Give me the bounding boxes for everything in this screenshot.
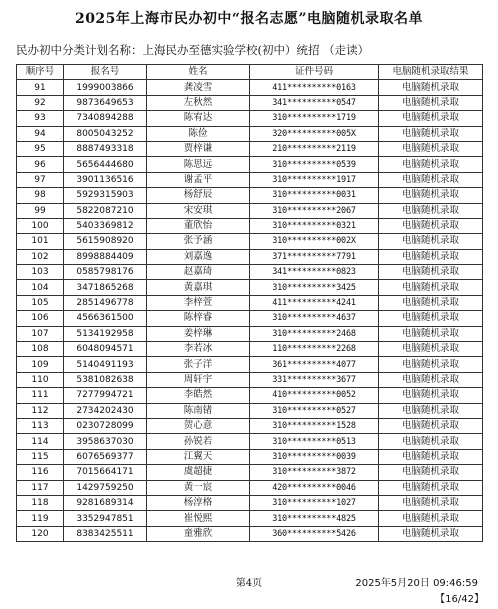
row-name: 宋安琪 (147, 203, 250, 218)
row-seq: 113 (17, 418, 64, 433)
row-result: 电脑随机录取 (379, 188, 483, 203)
row-result: 电脑随机录取 (379, 126, 483, 141)
row-id-no: 361**********4077 (250, 357, 379, 372)
row-reg-no: 5403369812 (64, 218, 147, 233)
row-reg-no: 1999003866 (64, 80, 147, 95)
table-row (17, 511, 483, 526)
table-row (17, 526, 483, 541)
row-name: 崔悦熙 (147, 511, 250, 526)
row-result: 电脑随机录取 (379, 418, 483, 433)
row-id-no: 310**********2468 (250, 326, 379, 341)
table-row (17, 141, 483, 156)
row-name: 龚凌雪 (147, 80, 250, 95)
row-seq: 91 (17, 80, 64, 95)
row-result: 电脑随机录取 (379, 311, 483, 326)
row-seq: 94 (17, 126, 64, 141)
row-reg-no: 7340894288 (64, 111, 147, 126)
table-row (17, 480, 483, 495)
row-result: 电脑随机录取 (379, 218, 483, 233)
row-seq: 108 (17, 342, 64, 357)
row-result: 电脑随机录取 (379, 526, 483, 541)
row-name: 陈梓睿 (147, 311, 250, 326)
row-reg-no: 5134192958 (64, 326, 147, 341)
row-seq: 114 (17, 434, 64, 449)
row-name: 李若冰 (147, 342, 250, 357)
document-title: 2025年上海市民办初中“报名志愿”电脑随机录取名单 (74, 11, 424, 27)
table-row (17, 126, 483, 141)
table-row (17, 203, 483, 218)
row-id-no: 310**********0513 (250, 434, 379, 449)
row-reg-no: 2851496778 (64, 295, 147, 310)
row-seq: 98 (17, 188, 64, 203)
row-seq: 102 (17, 249, 64, 264)
table-row (17, 388, 483, 403)
row-seq: 101 (17, 234, 64, 249)
table-header-row (17, 65, 483, 80)
row-seq: 103 (17, 265, 64, 280)
row-name: 张子洋 (147, 357, 250, 372)
row-name: 贾梓谦 (147, 141, 250, 156)
row-id-no: 310**********0321 (250, 218, 379, 233)
table-row (17, 342, 483, 357)
table-row (17, 265, 483, 280)
row-result: 电脑随机录取 (379, 80, 483, 95)
row-result: 电脑随机录取 (379, 295, 483, 310)
row-result: 电脑随机录取 (379, 342, 483, 357)
row-id-no: 310**********4637 (250, 311, 379, 326)
row-id-no: 110**********2268 (250, 342, 379, 357)
row-reg-no: 7015664171 (64, 465, 147, 480)
row-seq: 99 (17, 203, 64, 218)
row-id-no: 310**********002X (250, 234, 379, 249)
row-seq: 116 (17, 465, 64, 480)
row-result: 电脑随机录取 (379, 449, 483, 464)
table-row (17, 295, 483, 310)
row-result: 电脑随机录取 (379, 480, 483, 495)
table-row (17, 418, 483, 433)
table-row (17, 311, 483, 326)
row-name: 杨舒辰 (147, 188, 250, 203)
row-reg-no: 3352947851 (64, 511, 147, 526)
row-reg-no: 5822087210 (64, 203, 147, 218)
table-row (17, 326, 483, 341)
row-seq: 115 (17, 449, 64, 464)
page-count: 【16/42】 (435, 594, 484, 605)
row-result: 电脑随机录取 (379, 172, 483, 187)
row-reg-no: 5140491193 (64, 357, 147, 372)
row-name: 贺心意 (147, 418, 250, 433)
row-result: 电脑随机录取 (379, 388, 483, 403)
row-id-no: 310**********4825 (250, 511, 379, 526)
row-result: 电脑随机录取 (379, 434, 483, 449)
row-name: 董欣怡 (147, 218, 250, 233)
row-reg-no: 5656444680 (64, 157, 147, 172)
table-row (17, 280, 483, 295)
row-id-no: 310**********0031 (250, 188, 379, 203)
row-id-no: 310**********1719 (250, 111, 379, 126)
row-reg-no: 5615908920 (64, 234, 147, 249)
row-id-no: 411**********0163 (250, 80, 379, 95)
row-reg-no: 8998884409 (64, 249, 147, 264)
header-name: 姓名 (147, 65, 250, 80)
row-id-no: 360**********5426 (250, 526, 379, 541)
row-name: 黄嘉琪 (147, 280, 250, 295)
table-row (17, 372, 483, 387)
row-id-no: 320**********005X (250, 126, 379, 141)
row-reg-no: 5381082638 (64, 372, 147, 387)
header-reg-no: 报名号 (64, 65, 147, 80)
row-reg-no: 0585798176 (64, 265, 147, 280)
row-result: 电脑随机录取 (379, 357, 483, 372)
row-name: 江翼天 (147, 449, 250, 464)
row-reg-no: 6076569377 (64, 449, 147, 464)
row-reg-no: 9873649653 (64, 95, 147, 110)
row-id-no: 341**********0547 (250, 95, 379, 110)
row-seq: 95 (17, 141, 64, 156)
row-reg-no: 8887493318 (64, 141, 147, 156)
row-seq: 109 (17, 357, 64, 372)
row-result: 电脑随机录取 (379, 95, 483, 110)
header-id-no: 证件号码 (250, 65, 379, 80)
row-reg-no: 8005043252 (64, 126, 147, 141)
row-name: 孙锐若 (147, 434, 250, 449)
table-row (17, 157, 483, 172)
row-result: 电脑随机录取 (379, 265, 483, 280)
row-reg-no: 6048094571 (64, 342, 147, 357)
row-seq: 110 (17, 372, 64, 387)
row-reg-no: 0230728099 (64, 418, 147, 433)
plan-subtitle (16, 42, 486, 58)
row-id-no: 310**********0527 (250, 403, 379, 418)
row-reg-no: 9281689314 (64, 495, 147, 510)
table-row (17, 172, 483, 187)
row-id-no: 310**********0539 (250, 157, 379, 172)
row-id-no: 331**********3677 (250, 372, 379, 387)
row-seq: 107 (17, 326, 64, 341)
row-name: 赵嘉琦 (147, 265, 250, 280)
row-seq: 112 (17, 403, 64, 418)
row-id-no: 310**********3425 (250, 280, 379, 295)
row-id-no: 310**********3872 (250, 465, 379, 480)
row-id-no: 310**********0039 (250, 449, 379, 464)
row-seq: 93 (17, 111, 64, 126)
row-id-no: 310**********1917 (250, 172, 379, 187)
row-name: 刘嘉逸 (147, 249, 250, 264)
row-id-no: 210**********2119 (250, 141, 379, 156)
row-id-no: 310**********1528 (250, 418, 379, 433)
page-number: 第4页 (235, 578, 263, 589)
row-reg-no: 3958637030 (64, 434, 147, 449)
row-seq: 105 (17, 295, 64, 310)
header-seq: 顺序号 (17, 65, 64, 80)
row-name: 陈南锗 (147, 403, 250, 418)
row-seq: 106 (17, 311, 64, 326)
row-result: 电脑随机录取 (379, 372, 483, 387)
row-result: 电脑随机录取 (379, 280, 483, 295)
row-result: 电脑随机录取 (379, 495, 483, 510)
boarding-type: （走读） (323, 43, 370, 57)
row-name: 杨淳格 (147, 495, 250, 510)
row-seq: 104 (17, 280, 64, 295)
table-row (17, 218, 483, 233)
plan-name: 民办初中分类计划名称：上海民办至德实验学校(初中）统招 (16, 43, 320, 57)
admission-table (16, 64, 483, 542)
table-row (17, 249, 483, 264)
row-name: 陈俭 (147, 126, 250, 141)
row-reg-no: 1429759250 (64, 480, 147, 495)
row-reg-no: 2734202430 (64, 403, 147, 418)
row-id-no: 310**********1027 (250, 495, 379, 510)
row-name: 虞超捷 (147, 465, 250, 480)
row-reg-no: 5929315903 (64, 188, 147, 203)
row-reg-no: 3901136516 (64, 172, 147, 187)
row-result: 电脑随机录取 (379, 249, 483, 264)
table-row (17, 357, 483, 372)
table-row (17, 495, 483, 510)
table-row (17, 434, 483, 449)
row-name: 张予涵 (147, 234, 250, 249)
row-seq: 118 (17, 495, 64, 510)
row-seq: 96 (17, 157, 64, 172)
row-name: 谢孟平 (147, 172, 250, 187)
table-row (17, 449, 483, 464)
row-result: 电脑随机录取 (379, 403, 483, 418)
row-name: 陈宥达 (147, 111, 250, 126)
row-result: 电脑随机录取 (379, 465, 483, 480)
table-row (17, 234, 483, 249)
row-name: 陈思远 (147, 157, 250, 172)
row-seq: 119 (17, 511, 64, 526)
row-result: 电脑随机录取 (379, 141, 483, 156)
row-seq: 111 (17, 388, 64, 403)
row-reg-no: 4566361500 (64, 311, 147, 326)
timestamp: 2025年5月20日 09:46:59 (355, 578, 478, 589)
row-id-no: 341**********0823 (250, 265, 379, 280)
row-id-no: 420**********0046 (250, 480, 379, 495)
table-row (17, 95, 483, 110)
row-name: 童雅欣 (147, 526, 250, 541)
row-name: 姜梓琳 (147, 326, 250, 341)
table-row (17, 188, 483, 203)
row-result: 电脑随机录取 (379, 511, 483, 526)
table-row (17, 80, 483, 95)
row-seq: 97 (17, 172, 64, 187)
row-result: 电脑随机录取 (379, 203, 483, 218)
table-row (17, 465, 483, 480)
row-seq: 120 (17, 526, 64, 541)
row-result: 电脑随机录取 (379, 111, 483, 126)
row-seq: 100 (17, 218, 64, 233)
row-result: 电脑随机录取 (379, 326, 483, 341)
row-result: 电脑随机录取 (379, 157, 483, 172)
row-name: 周轩宇 (147, 372, 250, 387)
row-seq: 92 (17, 95, 64, 110)
row-name: 李皓然 (147, 388, 250, 403)
table-row (17, 111, 483, 126)
row-name: 李梓萱 (147, 295, 250, 310)
row-reg-no: 3471865268 (64, 280, 147, 295)
row-name: 黄一宸 (147, 480, 250, 495)
header-result: 电脑随机录取结果 (379, 65, 483, 80)
row-reg-no: 8383425511 (64, 526, 147, 541)
row-result: 电脑随机录取 (379, 234, 483, 249)
row-id-no: 410**********0052 (250, 388, 379, 403)
row-id-no: 310**********2067 (250, 203, 379, 218)
row-reg-no: 7277994721 (64, 388, 147, 403)
row-name: 左秋然 (147, 95, 250, 110)
row-id-no: 411**********4241 (250, 295, 379, 310)
table-row (17, 403, 483, 418)
row-seq: 117 (17, 480, 64, 495)
row-id-no: 371**********7791 (250, 249, 379, 264)
